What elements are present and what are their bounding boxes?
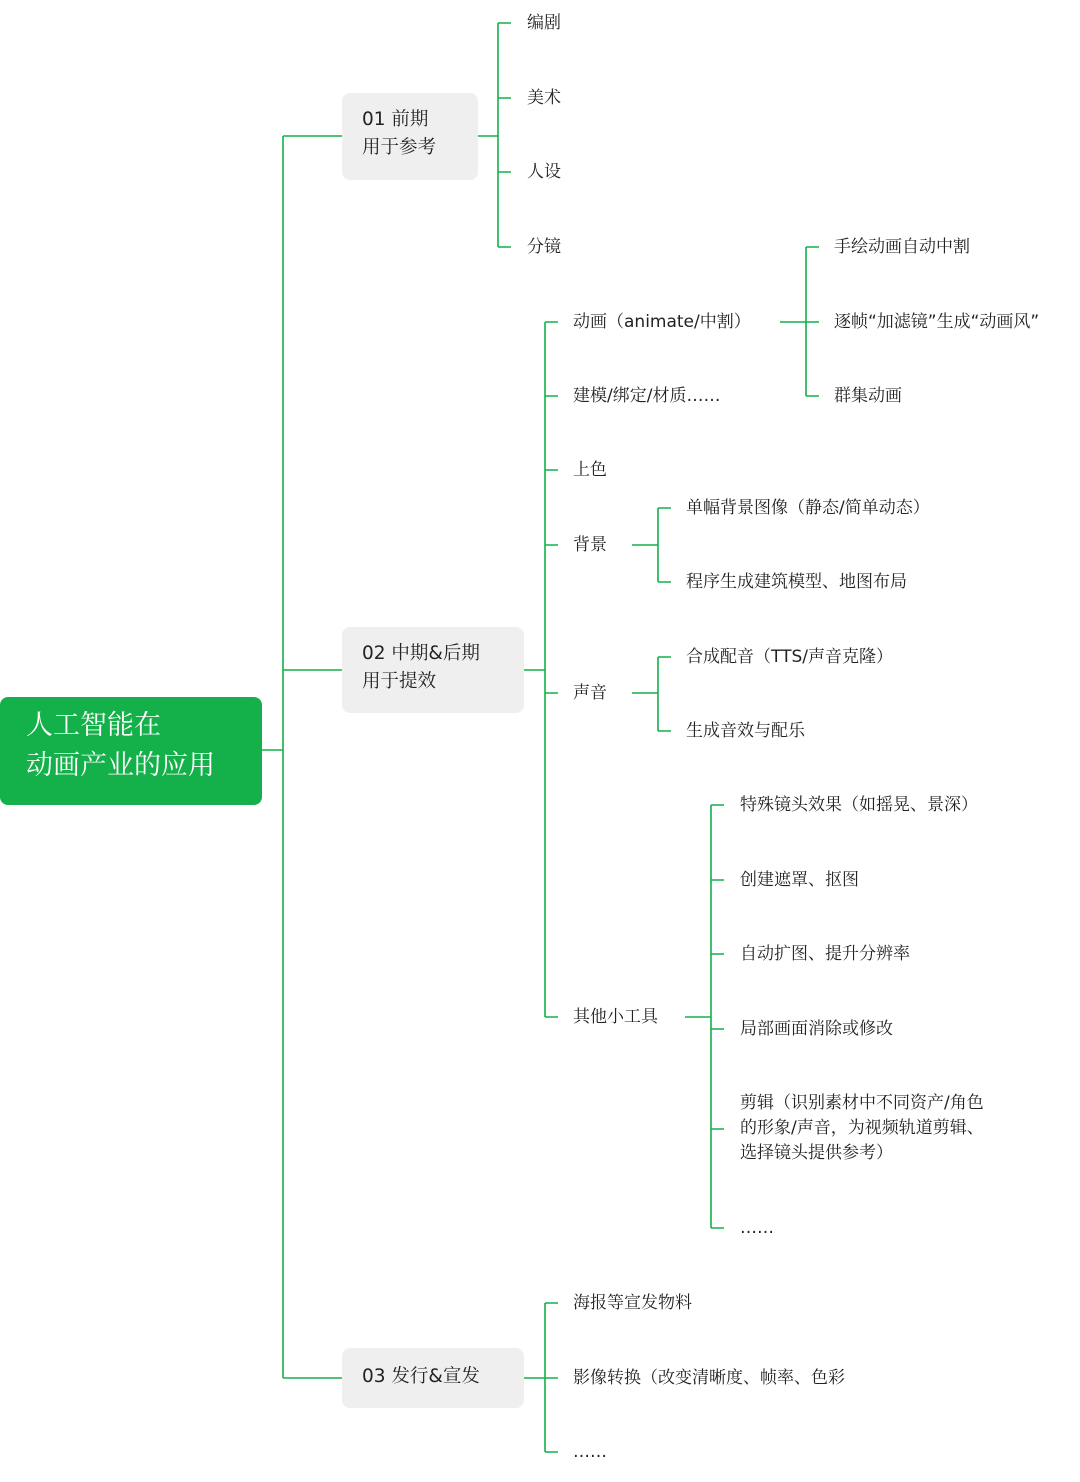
leaf-script[interactable]: 编剧 <box>527 13 561 33</box>
leaf-voice-synthesis[interactable]: 合成配音（TTS/声音克隆） <box>686 647 893 667</box>
leaf-camera-effects[interactable]: 特殊镜头效果（如摇晃、景深） <box>740 795 978 815</box>
leaf-other-tools[interactable]: 其他小工具 <box>573 1007 658 1027</box>
leaf-bg-image[interactable]: 单幅背景图像（静态/简单动态） <box>686 498 930 518</box>
leaf-editing-line-2[interactable]: 的形象/声音，为视频轨道剪辑、 <box>740 1118 984 1138</box>
leaf-editing-line-1[interactable]: 剪辑（识别素材中不同资产/角色 <box>740 1093 984 1113</box>
leaf-video-conversion[interactable]: 影像转换（改变清晰度、帧率、色彩 <box>573 1368 845 1388</box>
leaf-procedural[interactable]: 程序生成建筑模型、地图布局 <box>686 572 907 592</box>
root-title-line-2: 动画产业的应用 <box>26 750 215 781</box>
leaf-background[interactable]: 背景 <box>573 535 607 555</box>
connector-b3-ticks <box>545 1303 558 1452</box>
branch-node-preproduction[interactable] <box>342 93 478 180</box>
branch-title-line-1: 01 前期 <box>362 109 429 130</box>
connector-anim-ticks <box>806 247 819 396</box>
branch-title-line-2: 用于提效 <box>362 671 437 692</box>
leaf-crowd-animation[interactable]: 群集动画 <box>834 386 902 406</box>
leaf-storyboard[interactable]: 分镜 <box>527 237 561 257</box>
leaf-editing-line-3[interactable]: 选择镜头提供参考） <box>740 1143 893 1163</box>
connector-sound-ticks <box>658 657 671 731</box>
leaf-distribution-more[interactable]: …… <box>573 1442 607 1462</box>
leaf-filter-style[interactable]: 逐帧“加滤镜”生成“动画风” <box>834 312 1040 332</box>
leaf-modeling[interactable]: 建模/绑定/材质…… <box>573 386 721 406</box>
connector-tools-ticks <box>711 805 724 1228</box>
connector-bg-ticks <box>658 508 671 582</box>
leaf-upscaling[interactable]: 自动扩图、提升分辨率 <box>740 944 910 964</box>
leaf-coloring[interactable]: 上色 <box>573 460 607 480</box>
branch-node-distribution[interactable] <box>342 1348 524 1408</box>
branch-node-production[interactable] <box>342 627 524 713</box>
connector-b1-ticks <box>498 23 511 247</box>
connector-b2-ticks <box>545 322 558 1017</box>
leaf-posters[interactable]: 海报等宣发物料 <box>573 1293 692 1313</box>
branch-title-line-1: 02 中期&后期 <box>362 643 480 664</box>
leaf-art[interactable]: 美术 <box>527 88 561 108</box>
leaf-animate[interactable]: 动画（animate/中割） <box>573 312 751 332</box>
leaf-inpainting[interactable]: 局部画面消除或修改 <box>740 1019 893 1039</box>
branch-title-line-1: 03 发行&宣发 <box>362 1366 480 1387</box>
leaf-masking[interactable]: 创建遮罩、抠图 <box>740 870 859 890</box>
leaf-sound[interactable]: 声音 <box>573 683 607 703</box>
leaf-tools-more[interactable]: …… <box>740 1218 774 1238</box>
root-title-line-1: 人工智能在 <box>26 710 161 741</box>
leaf-sfx-music[interactable]: 生成音效与配乐 <box>686 721 805 741</box>
root-node[interactable] <box>0 697 262 805</box>
leaf-auto-inbetween[interactable]: 手绘动画自动中割 <box>834 237 970 257</box>
branch-title-line-2: 用于参考 <box>362 137 437 158</box>
leaf-character-design[interactable]: 人设 <box>527 162 561 182</box>
